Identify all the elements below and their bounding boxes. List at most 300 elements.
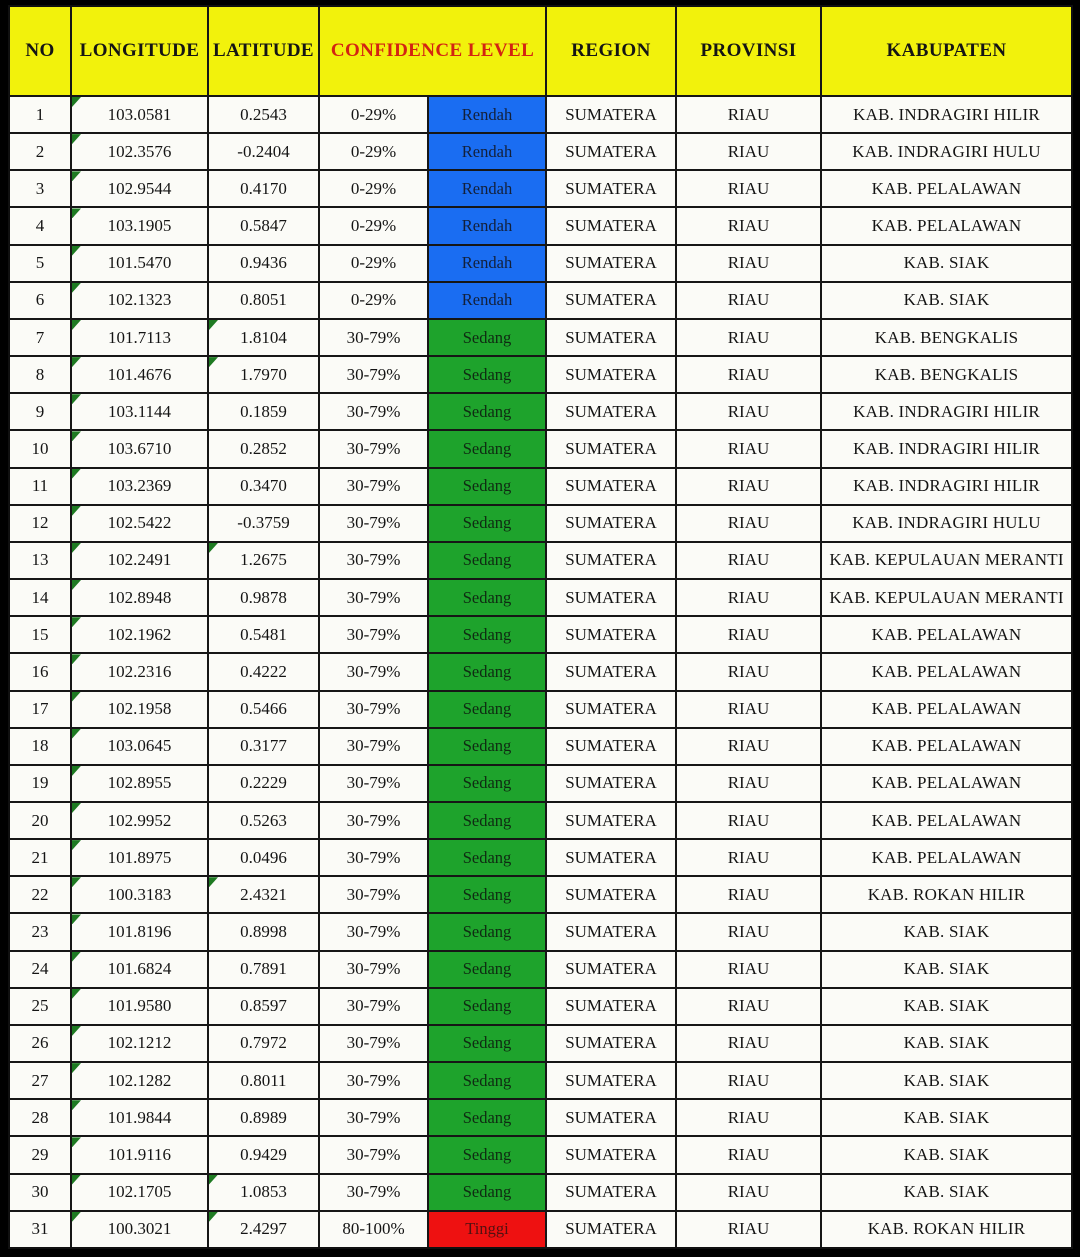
latitude-cell: 0.5847 — [209, 208, 320, 243]
row-number-cell: 28 — [10, 1100, 72, 1135]
region-cell: SUMATERA — [547, 543, 677, 578]
region-cell: SUMATERA — [547, 617, 677, 652]
table-row — [10, 1026, 1071, 1063]
kabupaten-cell: KAB. ROKAN HILIR — [822, 1212, 1071, 1247]
latitude-cell: 0.3177 — [209, 729, 320, 764]
row-number-cell: 7 — [10, 320, 72, 355]
longitude-cell: 102.1282 — [72, 1063, 209, 1098]
provinsi-cell: RIAU — [677, 1137, 822, 1172]
confidence-level-cell: Rendah — [429, 208, 547, 243]
table-row — [10, 171, 1071, 208]
latitude-cell: 0.5466 — [209, 692, 320, 727]
confidence-level-cell: Sedang — [429, 952, 547, 987]
kabupaten-cell: KAB. PELALAWAN — [822, 171, 1071, 206]
kabupaten-cell: KAB. KEPULAUAN MERANTI — [822, 543, 1071, 578]
row-number-cell: 23 — [10, 914, 72, 949]
confidence-level-cell: Sedang — [429, 989, 547, 1024]
region-cell: SUMATERA — [547, 692, 677, 727]
comment-marker-icon — [72, 580, 81, 590]
row-number-cell: 30 — [10, 1175, 72, 1210]
region-cell: SUMATERA — [547, 914, 677, 949]
longitude-cell: 102.1323 — [72, 283, 209, 318]
row-number-cell: 18 — [10, 729, 72, 764]
confidence-range-cell: 30-79% — [320, 580, 429, 615]
latitude-cell: 0.8597 — [209, 989, 320, 1024]
table-row — [10, 617, 1071, 654]
provinsi-cell: RIAU — [677, 506, 822, 541]
latitude-cell: 2.4297 — [209, 1212, 320, 1247]
table-row — [10, 580, 1071, 617]
kabupaten-cell: KAB. SIAK — [822, 246, 1071, 281]
row-number-cell: 8 — [10, 357, 72, 392]
row-number-cell: 25 — [10, 989, 72, 1024]
comment-marker-icon — [72, 543, 81, 553]
longitude-cell: 102.9952 — [72, 803, 209, 838]
provinsi-cell: RIAU — [677, 580, 822, 615]
kabupaten-cell: KAB. PELALAWAN — [822, 654, 1071, 689]
longitude-cell: 101.8975 — [72, 840, 209, 875]
confidence-range-cell: 0-29% — [320, 134, 429, 169]
comment-marker-icon — [72, 357, 81, 367]
latitude-cell: 0.9429 — [209, 1137, 320, 1172]
confidence-range-cell: 30-79% — [320, 840, 429, 875]
provinsi-cell: RIAU — [677, 283, 822, 318]
confidence-level-cell: Sedang — [429, 431, 547, 466]
kabupaten-cell: KAB. SIAK — [822, 1026, 1071, 1061]
provinsi-cell: RIAU — [677, 952, 822, 987]
region-cell: SUMATERA — [547, 1026, 677, 1061]
latitude-cell: 2.4321 — [209, 877, 320, 912]
row-number-cell: 26 — [10, 1026, 72, 1061]
longitude-cell: 103.2369 — [72, 469, 209, 504]
kabupaten-cell: KAB. PELALAWAN — [822, 208, 1071, 243]
table-row — [10, 469, 1071, 506]
provinsi-cell: RIAU — [677, 617, 822, 652]
longitude-cell: 103.0581 — [72, 97, 209, 132]
region-cell: SUMATERA — [547, 1063, 677, 1098]
longitude-cell: 102.2316 — [72, 654, 209, 689]
region-cell: SUMATERA — [547, 729, 677, 764]
provinsi-cell: RIAU — [677, 469, 822, 504]
comment-marker-icon — [72, 1100, 81, 1110]
comment-marker-icon — [209, 543, 218, 553]
region-cell: SUMATERA — [547, 208, 677, 243]
latitude-cell: 0.8011 — [209, 1063, 320, 1098]
comment-marker-icon — [72, 952, 81, 962]
comment-marker-icon — [72, 1026, 81, 1036]
comment-marker-icon — [72, 394, 81, 404]
confidence-level-cell: Sedang — [429, 320, 547, 355]
latitude-cell: 0.2229 — [209, 766, 320, 801]
table-row — [10, 246, 1071, 283]
latitude-cell: 1.7970 — [209, 357, 320, 392]
kabupaten-cell: KAB. INDRAGIRI HILIR — [822, 97, 1071, 132]
longitude-cell: 101.9844 — [72, 1100, 209, 1135]
row-number-cell: 4 — [10, 208, 72, 243]
header-cell-region: REGION — [547, 7, 677, 95]
provinsi-cell: RIAU — [677, 543, 822, 578]
provinsi-cell: RIAU — [677, 357, 822, 392]
region-cell: SUMATERA — [547, 506, 677, 541]
comment-marker-icon — [72, 1175, 81, 1185]
provinsi-cell: RIAU — [677, 914, 822, 949]
latitude-cell: 1.2675 — [209, 543, 320, 578]
comment-marker-icon — [209, 1175, 218, 1185]
confidence-level-cell: Sedang — [429, 803, 547, 838]
table-row — [10, 543, 1071, 580]
kabupaten-cell: KAB. KEPULAUAN MERANTI — [822, 580, 1071, 615]
row-number-cell: 2 — [10, 134, 72, 169]
table-row — [10, 431, 1071, 468]
kabupaten-cell: KAB. INDRAGIRI HULU — [822, 134, 1071, 169]
table-row — [10, 840, 1071, 877]
confidence-level-cell: Rendah — [429, 171, 547, 206]
row-number-cell: 15 — [10, 617, 72, 652]
comment-marker-icon — [72, 171, 81, 181]
confidence-range-cell: 30-79% — [320, 989, 429, 1024]
confidence-level-cell: Tinggi — [429, 1212, 547, 1247]
latitude-cell: 0.5481 — [209, 617, 320, 652]
comment-marker-icon — [209, 320, 218, 330]
row-number-cell: 6 — [10, 283, 72, 318]
kabupaten-cell: KAB. PELALAWAN — [822, 803, 1071, 838]
region-cell: SUMATERA — [547, 171, 677, 206]
kabupaten-cell: KAB. BENGKALIS — [822, 357, 1071, 392]
confidence-range-cell: 30-79% — [320, 469, 429, 504]
kabupaten-cell: KAB. PELALAWAN — [822, 766, 1071, 801]
confidence-range-cell: 30-79% — [320, 1026, 429, 1061]
confidence-level-cell: Rendah — [429, 97, 547, 132]
table-row — [10, 729, 1071, 766]
row-number-cell: 14 — [10, 580, 72, 615]
latitude-cell: 0.7891 — [209, 952, 320, 987]
confidence-range-cell: 30-79% — [320, 431, 429, 466]
kabupaten-cell: KAB. BENGKALIS — [822, 320, 1071, 355]
kabupaten-cell: KAB. SIAK — [822, 283, 1071, 318]
comment-marker-icon — [72, 1212, 81, 1222]
provinsi-cell: RIAU — [677, 171, 822, 206]
comment-marker-icon — [72, 692, 81, 702]
confidence-range-cell: 30-79% — [320, 877, 429, 912]
confidence-level-cell: Sedang — [429, 1100, 547, 1135]
confidence-level-cell: Sedang — [429, 1063, 547, 1098]
table-row — [10, 952, 1071, 989]
table-row — [10, 1137, 1071, 1174]
kabupaten-cell: KAB. ROKAN HILIR — [822, 877, 1071, 912]
longitude-cell: 101.7113 — [72, 320, 209, 355]
confidence-level-cell: Rendah — [429, 134, 547, 169]
longitude-cell: 101.9116 — [72, 1137, 209, 1172]
latitude-cell: 0.5263 — [209, 803, 320, 838]
latitude-cell: 0.9436 — [209, 246, 320, 281]
table-row — [10, 692, 1071, 729]
provinsi-cell: RIAU — [677, 1175, 822, 1210]
longitude-cell: 101.6824 — [72, 952, 209, 987]
kabupaten-cell: KAB. INDRAGIRI HILIR — [822, 431, 1071, 466]
table-row — [10, 208, 1071, 245]
row-number-cell: 5 — [10, 246, 72, 281]
provinsi-cell: RIAU — [677, 1026, 822, 1061]
confidence-range-cell: 30-79% — [320, 543, 429, 578]
provinsi-cell: RIAU — [677, 431, 822, 466]
region-cell: SUMATERA — [547, 357, 677, 392]
latitude-cell: 0.7972 — [209, 1026, 320, 1061]
provinsi-cell: RIAU — [677, 654, 822, 689]
longitude-cell: 102.8955 — [72, 766, 209, 801]
table-frame — [8, 5, 1073, 1249]
header-row — [10, 7, 1071, 97]
table-row — [10, 877, 1071, 914]
table-row — [10, 914, 1071, 951]
row-number-cell: 11 — [10, 469, 72, 504]
region-cell: SUMATERA — [547, 840, 677, 875]
confidence-range-cell: 30-79% — [320, 506, 429, 541]
longitude-cell: 103.6710 — [72, 431, 209, 466]
confidence-level-cell: Sedang — [429, 580, 547, 615]
comment-marker-icon — [209, 357, 218, 367]
region-cell: SUMATERA — [547, 766, 677, 801]
confidence-range-cell: 30-79% — [320, 654, 429, 689]
latitude-cell: 0.1859 — [209, 394, 320, 429]
kabupaten-cell: KAB. INDRAGIRI HULU — [822, 506, 1071, 541]
region-cell: SUMATERA — [547, 1212, 677, 1247]
longitude-cell: 100.3021 — [72, 1212, 209, 1247]
provinsi-cell: RIAU — [677, 320, 822, 355]
confidence-level-cell: Sedang — [429, 469, 547, 504]
longitude-cell: 102.1705 — [72, 1175, 209, 1210]
table-row — [10, 320, 1071, 357]
comment-marker-icon — [72, 989, 81, 999]
latitude-cell: 0.9878 — [209, 580, 320, 615]
table-row — [10, 766, 1071, 803]
confidence-level-cell: Sedang — [429, 617, 547, 652]
kabupaten-cell: KAB. SIAK — [822, 952, 1071, 987]
row-number-cell: 9 — [10, 394, 72, 429]
longitude-cell: 103.0645 — [72, 729, 209, 764]
provinsi-cell: RIAU — [677, 97, 822, 132]
latitude-cell: 0.4222 — [209, 654, 320, 689]
table-row — [10, 394, 1071, 431]
latitude-cell: 0.2852 — [209, 431, 320, 466]
latitude-cell: -0.2404 — [209, 134, 320, 169]
comment-marker-icon — [72, 208, 81, 218]
row-number-cell: 27 — [10, 1063, 72, 1098]
confidence-range-cell: 30-79% — [320, 1137, 429, 1172]
row-number-cell: 16 — [10, 654, 72, 689]
region-cell: SUMATERA — [547, 320, 677, 355]
region-cell: SUMATERA — [547, 654, 677, 689]
confidence-level-cell: Sedang — [429, 543, 547, 578]
comment-marker-icon — [72, 246, 81, 256]
latitude-cell: 0.8998 — [209, 914, 320, 949]
table-row — [10, 283, 1071, 320]
provinsi-cell: RIAU — [677, 729, 822, 764]
region-cell: SUMATERA — [547, 1175, 677, 1210]
latitude-cell: -0.3759 — [209, 506, 320, 541]
region-cell: SUMATERA — [547, 989, 677, 1024]
table-row — [10, 97, 1071, 134]
region-cell: SUMATERA — [547, 580, 677, 615]
longitude-cell: 102.9544 — [72, 171, 209, 206]
comment-marker-icon — [72, 431, 81, 441]
table-row — [10, 1175, 1071, 1212]
longitude-cell: 101.4676 — [72, 357, 209, 392]
confidence-level-cell: Rendah — [429, 246, 547, 281]
header-cell-kabupaten: KABUPATEN — [822, 7, 1071, 95]
region-cell: SUMATERA — [547, 283, 677, 318]
confidence-range-cell: 80-100% — [320, 1212, 429, 1247]
table-row — [10, 803, 1071, 840]
latitude-cell: 0.2543 — [209, 97, 320, 132]
provinsi-cell: RIAU — [677, 208, 822, 243]
longitude-cell: 102.2491 — [72, 543, 209, 578]
row-number-cell: 20 — [10, 803, 72, 838]
header-cell-no: NO — [10, 7, 72, 95]
confidence-range-cell: 30-79% — [320, 803, 429, 838]
row-number-cell: 12 — [10, 506, 72, 541]
confidence-level-cell: Sedang — [429, 654, 547, 689]
confidence-level-cell: Sedang — [429, 1175, 547, 1210]
comment-marker-icon — [72, 617, 81, 627]
provinsi-cell: RIAU — [677, 1063, 822, 1098]
longitude-cell: 103.1144 — [72, 394, 209, 429]
comment-marker-icon — [72, 840, 81, 850]
comment-marker-icon — [72, 469, 81, 479]
confidence-range-cell: 30-79% — [320, 692, 429, 727]
comment-marker-icon — [72, 97, 81, 107]
confidence-level-cell: Sedang — [429, 729, 547, 764]
confidence-range-cell: 30-79% — [320, 1100, 429, 1135]
longitude-cell: 100.3183 — [72, 877, 209, 912]
row-number-cell: 21 — [10, 840, 72, 875]
confidence-level-cell: Sedang — [429, 877, 547, 912]
row-number-cell: 24 — [10, 952, 72, 987]
provinsi-cell: RIAU — [677, 840, 822, 875]
comment-marker-icon — [72, 1063, 81, 1073]
region-cell: SUMATERA — [547, 246, 677, 281]
confidence-range-cell: 30-79% — [320, 394, 429, 429]
longitude-cell: 101.9580 — [72, 989, 209, 1024]
kabupaten-cell: KAB. SIAK — [822, 1175, 1071, 1210]
confidence-level-cell: Sedang — [429, 914, 547, 949]
table-row — [10, 506, 1071, 543]
confidence-range-cell: 0-29% — [320, 246, 429, 281]
provinsi-cell: RIAU — [677, 246, 822, 281]
confidence-level-cell: Sedang — [429, 506, 547, 541]
confidence-level-cell: Sedang — [429, 1137, 547, 1172]
comment-marker-icon — [72, 134, 81, 144]
comment-marker-icon — [72, 506, 81, 516]
longitude-cell: 102.1958 — [72, 692, 209, 727]
longitude-cell: 103.1905 — [72, 208, 209, 243]
provinsi-cell: RIAU — [677, 394, 822, 429]
region-cell: SUMATERA — [547, 134, 677, 169]
row-number-cell: 31 — [10, 1212, 72, 1247]
kabupaten-cell: KAB. SIAK — [822, 1063, 1071, 1098]
latitude-cell: 1.0853 — [209, 1175, 320, 1210]
latitude-cell: 0.0496 — [209, 840, 320, 875]
confidence-range-cell: 30-79% — [320, 320, 429, 355]
comment-marker-icon — [72, 766, 81, 776]
longitude-cell: 102.5422 — [72, 506, 209, 541]
row-number-cell: 19 — [10, 766, 72, 801]
kabupaten-cell: KAB. PELALAWAN — [822, 617, 1071, 652]
provinsi-cell: RIAU — [677, 766, 822, 801]
confidence-level-cell: Sedang — [429, 1026, 547, 1061]
confidence-level-cell: Sedang — [429, 357, 547, 392]
provinsi-cell: RIAU — [677, 1100, 822, 1135]
comment-marker-icon — [72, 803, 81, 813]
longitude-cell: 101.8196 — [72, 914, 209, 949]
comment-marker-icon — [72, 729, 81, 739]
latitude-cell: 0.4170 — [209, 171, 320, 206]
confidence-range-cell: 30-79% — [320, 357, 429, 392]
confidence-level-cell: Sedang — [429, 840, 547, 875]
provinsi-cell: RIAU — [677, 877, 822, 912]
kabupaten-cell: KAB. PELALAWAN — [822, 692, 1071, 727]
region-cell: SUMATERA — [547, 1137, 677, 1172]
row-number-cell: 3 — [10, 171, 72, 206]
confidence-range-cell: 30-79% — [320, 729, 429, 764]
kabupaten-cell: KAB. INDRAGIRI HILIR — [822, 469, 1071, 504]
kabupaten-cell: KAB. PELALAWAN — [822, 729, 1071, 764]
row-number-cell: 13 — [10, 543, 72, 578]
header-cell-provinsi: PROVINSI — [677, 7, 822, 95]
provinsi-cell: RIAU — [677, 692, 822, 727]
confidence-range-cell: 0-29% — [320, 171, 429, 206]
row-number-cell: 1 — [10, 97, 72, 132]
confidence-level-cell: Sedang — [429, 692, 547, 727]
table-row — [10, 989, 1071, 1026]
confidence-table — [10, 7, 1071, 1247]
confidence-range-cell: 30-79% — [320, 1063, 429, 1098]
kabupaten-cell: KAB. SIAK — [822, 1137, 1071, 1172]
region-cell: SUMATERA — [547, 97, 677, 132]
latitude-cell: 0.8051 — [209, 283, 320, 318]
row-number-cell: 10 — [10, 431, 72, 466]
confidence-range-cell: 30-79% — [320, 617, 429, 652]
confidence-range-cell: 0-29% — [320, 208, 429, 243]
region-cell: SUMATERA — [547, 431, 677, 466]
confidence-level-cell: Sedang — [429, 766, 547, 801]
longitude-cell: 102.3576 — [72, 134, 209, 169]
longitude-cell: 102.1962 — [72, 617, 209, 652]
table-row — [10, 1063, 1071, 1100]
latitude-cell: 1.8104 — [209, 320, 320, 355]
provinsi-cell: RIAU — [677, 803, 822, 838]
comment-marker-icon — [72, 914, 81, 924]
header-cell-latitude: LATITUDE — [209, 7, 320, 95]
kabupaten-cell: KAB. INDRAGIRI HILIR — [822, 394, 1071, 429]
provinsi-cell: RIAU — [677, 989, 822, 1024]
header-cell-longitude: LONGITUDE — [72, 7, 209, 95]
confidence-range-cell: 30-79% — [320, 952, 429, 987]
comment-marker-icon — [209, 1212, 218, 1222]
latitude-cell: 0.8989 — [209, 1100, 320, 1135]
comment-marker-icon — [72, 283, 81, 293]
latitude-cell: 0.3470 — [209, 469, 320, 504]
header-cell-confidence-level: CONFIDENCE LEVEL — [320, 7, 547, 95]
confidence-level-cell: Rendah — [429, 283, 547, 318]
comment-marker-icon — [72, 1137, 81, 1147]
kabupaten-cell: KAB. SIAK — [822, 914, 1071, 949]
region-cell: SUMATERA — [547, 952, 677, 987]
region-cell: SUMATERA — [547, 877, 677, 912]
region-cell: SUMATERA — [547, 469, 677, 504]
confidence-range-cell: 30-79% — [320, 766, 429, 801]
confidence-range-cell: 30-79% — [320, 1175, 429, 1210]
table-row — [10, 654, 1071, 691]
